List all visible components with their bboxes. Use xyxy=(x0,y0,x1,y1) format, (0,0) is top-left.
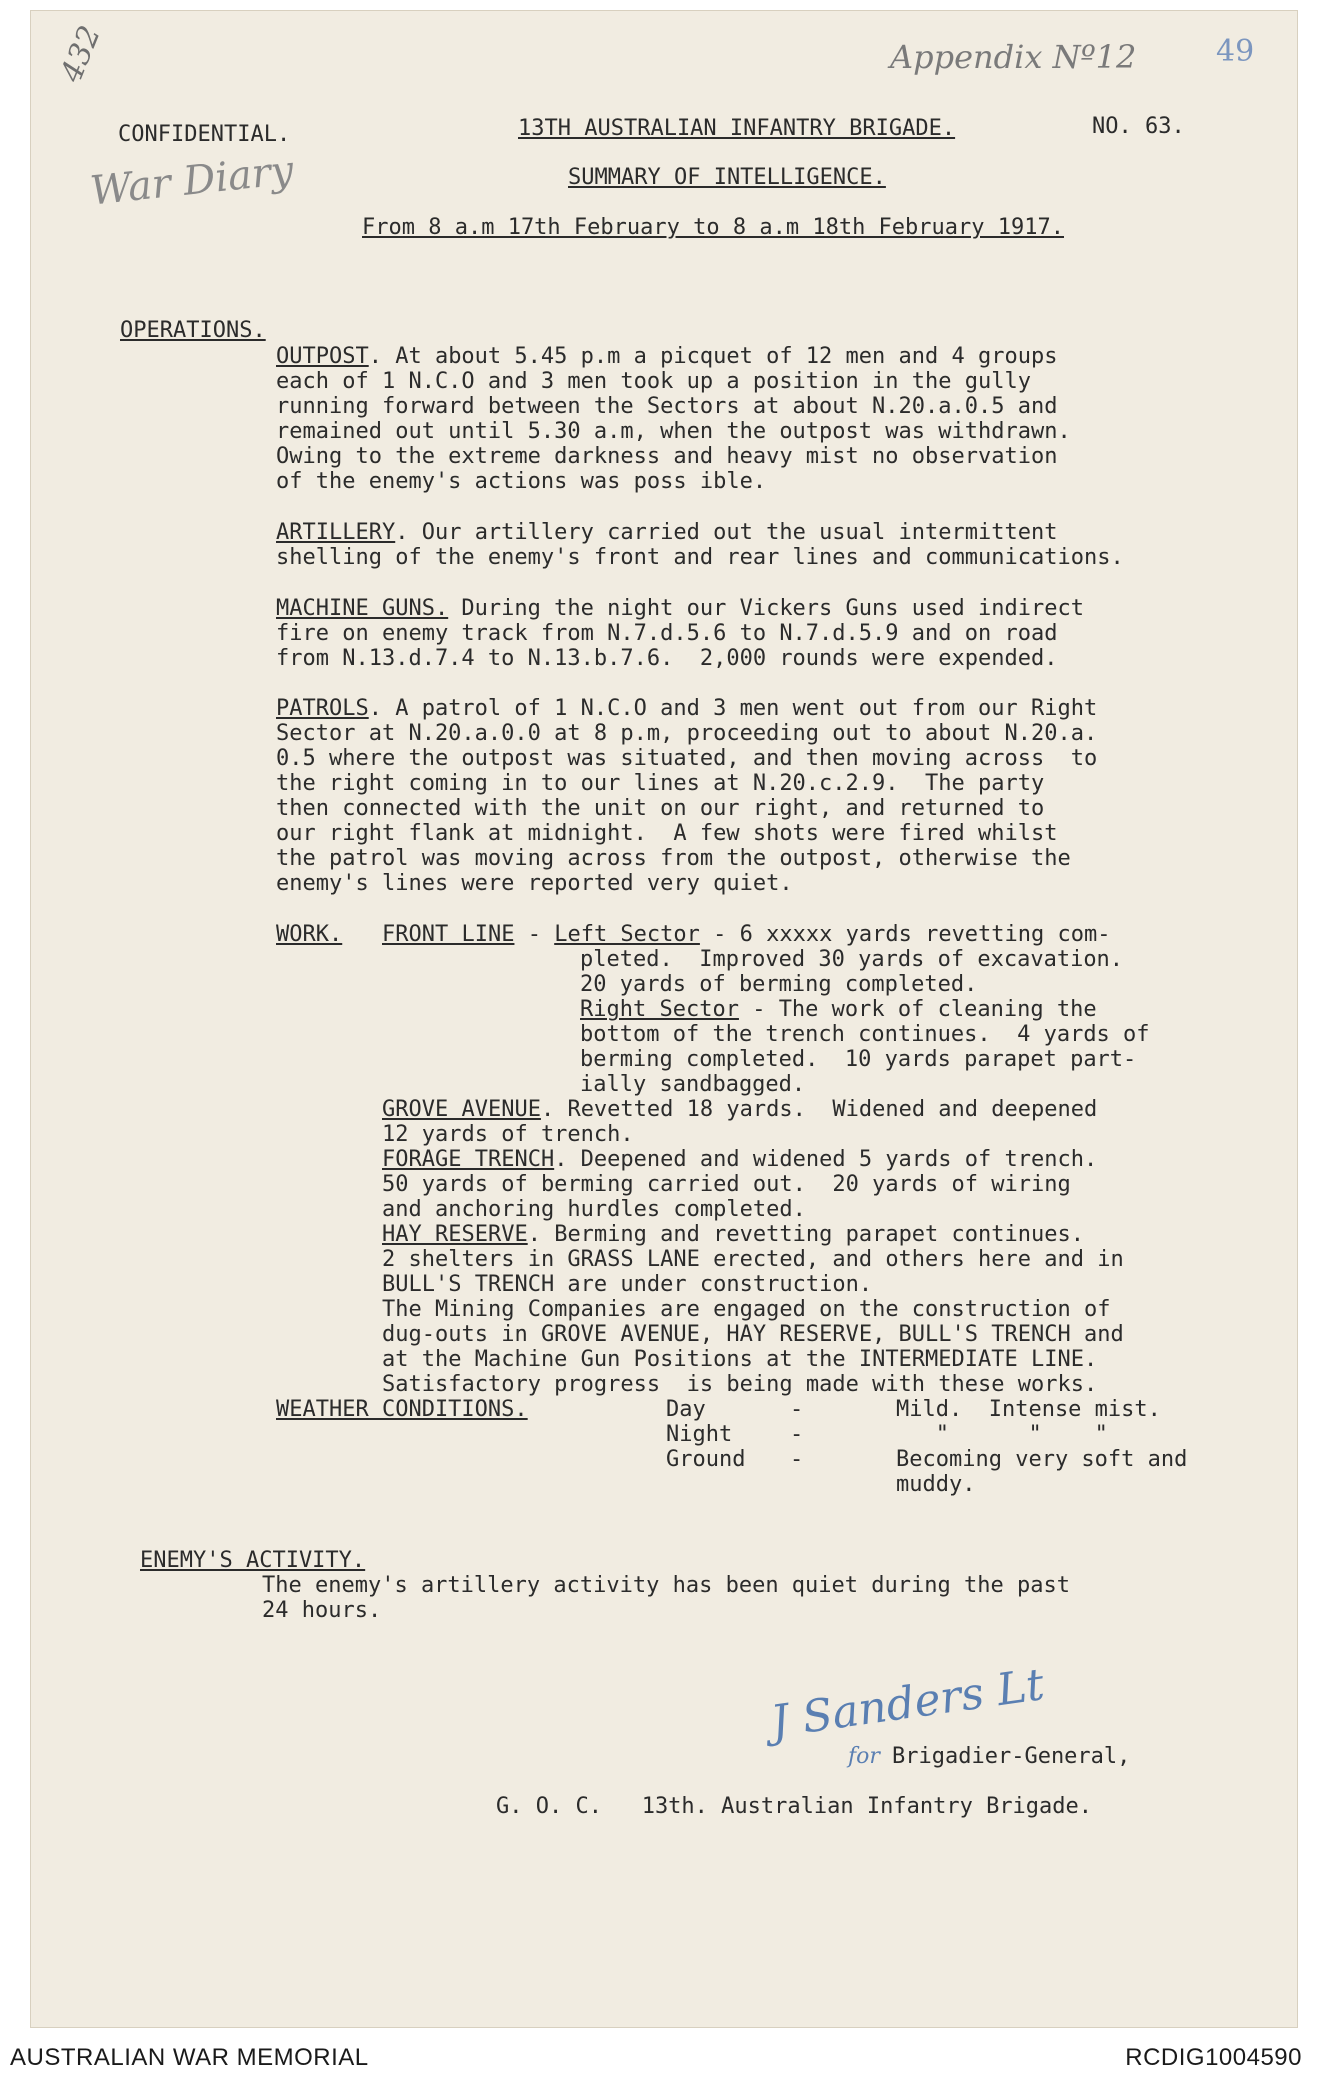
hay-reserve-entry xyxy=(382,1222,1084,1247)
left-sector-line: 20 yards of berming completed. xyxy=(580,972,978,997)
forage-trench-entry xyxy=(382,1147,1097,1172)
enemy-activity-line: The enemy's artillery activity has been quiet during the past xyxy=(262,1573,1070,1598)
right-sector-line: ially sandbagged. xyxy=(580,1072,806,1097)
weather-day-item: Day xyxy=(666,1397,706,1422)
weather-day-dash: - xyxy=(790,1397,804,1422)
left-sector-label: Left Sector xyxy=(554,922,700,947)
weather-continuation: muddy. xyxy=(896,1472,976,1497)
enemy-activity-heading: ENEMY'S ACTIVITY. xyxy=(140,1548,366,1573)
hay-reserve-line: 2 shelters in GRASS LANE erected, and others here and in xyxy=(382,1247,1124,1272)
outpost-paragraph xyxy=(276,344,1057,369)
period-line: From 8 a.m 17th February to 8 a.m 18th February 1917. xyxy=(362,215,1064,240)
grove-avenue-label: GROVE AVENUE xyxy=(382,1097,541,1122)
signature-rank: Brigadier-General, xyxy=(892,1744,1131,1769)
folio-annotation: 432 xyxy=(54,20,108,88)
hay-reserve-line: BULL'S TRENCH are under construction. xyxy=(382,1272,873,1297)
work-label: WORK. xyxy=(276,922,343,947)
left-sector-line: pleted. Improved 30 yards of excavation. xyxy=(580,947,1124,972)
outpost-label: OUTPOST xyxy=(276,344,369,369)
outpost-line: of the enemy's actions was poss ible. xyxy=(276,469,767,494)
weather-ground-value: Becoming very soft and xyxy=(896,1447,1188,1472)
right-sector-line: berming completed. 10 yards parapet part- xyxy=(580,1047,1137,1072)
page-number-annotation: 49 xyxy=(1216,34,1255,69)
machine-guns-line: fire on enemy track from N.7.d.5.6 to N.7.d.5.9 and on road xyxy=(276,621,1058,646)
machine-guns-line: During the night our Vickers Guns used indirect xyxy=(448,596,1084,621)
patrols-line: Sector at N.20.a.0.0 at 8 p.m, proceeding out to about N.20.a. xyxy=(276,721,1098,746)
weather-night-item: Night xyxy=(666,1422,733,1447)
hay-reserve-label: HAY RESERVE xyxy=(382,1222,528,1247)
right-sector-line: - The work of cleaning the xyxy=(738,997,1097,1022)
outpost-line: . At about 5.45 p.m a picquet of 12 men and 4 groups xyxy=(368,344,1058,369)
outpost-line: running forward between the Sectors at about N.20.a.0.5 and xyxy=(276,394,1058,419)
document-title: SUMMARY OF INTELLIGENCE. xyxy=(568,165,886,190)
grove-avenue-entry xyxy=(382,1097,1097,1122)
hay-reserve-line: The Mining Companies are engaged on the construction of xyxy=(382,1297,1111,1322)
patrols-label: PATROLS xyxy=(276,696,369,721)
war-diary-annotation: War Diary xyxy=(88,147,296,215)
enemy-activity-line: 24 hours. xyxy=(262,1598,382,1623)
weather-night-value: " " " xyxy=(896,1422,1108,1447)
hay-reserve-line: Satisfactory progress is being made with these works. xyxy=(382,1372,1098,1397)
footer-reference: RCDIG1004590 xyxy=(1125,2044,1302,2071)
hay-reserve-line: at the Machine Gun Positions at the INTERMEDIATE LINE. xyxy=(382,1347,1098,1372)
left-sector-line: - 6 xxxxx yards revetting com- xyxy=(699,922,1111,947)
handwritten-signature: J Sanders Lt xyxy=(767,1659,1048,1748)
forage-trench-line: . Deepened and widened 5 yards of trench. xyxy=(554,1147,1098,1172)
right-sector-line: bottom of the trench continues. 4 yards of xyxy=(580,1022,1150,1047)
outpost-line: each of 1 N.C.O and 3 men took up a position in the gully xyxy=(276,369,1031,394)
artillery-paragraph xyxy=(276,520,1057,545)
front-line-dash: - xyxy=(514,922,555,947)
weather-label: WEATHER CONDITIONS. xyxy=(276,1397,528,1422)
patrols-line: then connected with the unit on our right, and returned to xyxy=(276,796,1045,821)
front-line-label: FRONT LINE xyxy=(382,922,515,947)
grove-avenue-line: . Revetted 18 yards. Widened and deepened xyxy=(540,1097,1098,1122)
forage-trench-line: 50 yards of berming carried out. 20 yards of wiring xyxy=(382,1172,1071,1197)
front-line-entry xyxy=(382,922,1111,947)
artillery-line: shelling of the enemy's front and rear lines and communications. xyxy=(276,545,1124,570)
patrols-line: enemy's lines were reported very quiet. xyxy=(276,871,793,896)
artillery-label: ARTILLERY xyxy=(276,520,396,545)
appendix-annotation: Appendix Nº12 xyxy=(890,38,1137,76)
right-sector-label: Right Sector xyxy=(580,997,739,1022)
patrols-line: . A patrol of 1 N.C.O and 3 men went out from our Right xyxy=(368,696,1098,721)
grove-avenue-line: 12 yards of trench. xyxy=(382,1122,634,1147)
footer-source: AUSTRALIAN WAR MEMORIAL xyxy=(10,2044,369,2071)
weather-ground-item: Ground xyxy=(666,1447,746,1472)
machine-guns-label: MACHINE GUNS. xyxy=(276,596,449,621)
artillery-line: . Our artillery carried out the usual intermittent xyxy=(395,520,1058,545)
patrols-paragraph xyxy=(276,696,1097,721)
outpost-line: remained out until 5.30 a.m, when the outpost was withdrawn. xyxy=(276,419,1071,444)
machine-guns-paragraph xyxy=(276,596,1084,621)
forage-trench-label: FORAGE TRENCH xyxy=(382,1147,555,1172)
hay-reserve-line: dug-outs in GROVE AVENUE, HAY RESERVE, BULL'S TRENCH and xyxy=(382,1322,1124,1347)
outpost-line: Owing to the extreme darkness and heavy mist no observation xyxy=(276,444,1058,469)
patrols-line: the patrol was moving across from the outpost, otherwise the xyxy=(276,846,1071,871)
patrols-line: the right coming in to our lines at N.20.c.2.9. The party xyxy=(276,771,1045,796)
weather-day-value: Mild. Intense mist. xyxy=(896,1397,1161,1422)
document-page xyxy=(30,10,1298,2028)
brigade-title: 13TH AUSTRALIAN INFANTRY BRIGADE. xyxy=(518,116,956,141)
for-mark: for xyxy=(848,1744,880,1769)
weather-night-dash: - xyxy=(790,1422,804,1447)
machine-guns-line: from N.13.d.7.4 to N.13.b.7.6. 2,000 rounds were expended. xyxy=(276,646,1058,671)
patrols-line: our right flank at midnight. A few shots were fired whilst xyxy=(276,821,1058,846)
goc-line: G. O. C. 13th. Australian Infantry Brigade. xyxy=(496,1794,1093,1819)
right-sector-entry xyxy=(580,997,1097,1022)
summary-number: NO. 63. xyxy=(1092,114,1185,139)
patrols-line: 0.5 where the outpost was situated, and then moving across to xyxy=(276,746,1098,771)
forage-trench-line: and anchoring hurdles completed. xyxy=(382,1197,806,1222)
operations-heading: OPERATIONS. xyxy=(120,318,266,343)
hay-reserve-line: . Berming and revetting parapet continues. xyxy=(527,1222,1084,1247)
weather-ground-dash: - xyxy=(790,1447,804,1472)
confidential-label: CONFIDENTIAL. xyxy=(118,122,291,147)
